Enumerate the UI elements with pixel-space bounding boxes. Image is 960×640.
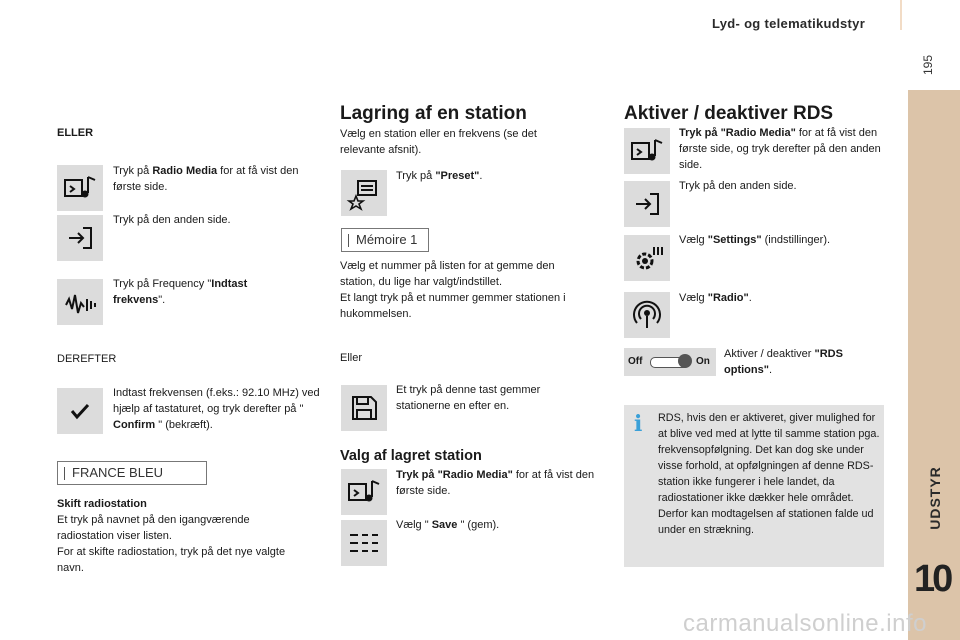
valg-subtitle: Valg af lagret station — [340, 448, 482, 464]
watermark: carmanualsonline.info — [683, 610, 927, 637]
frequency-icon — [57, 279, 103, 325]
station-name-display — [57, 461, 207, 485]
confirm-icon — [57, 388, 103, 434]
col3-step2-text: Tryk på den anden side. — [679, 180, 797, 192]
skift-line1: Et tryk på navnet på den igangværende radiostation viser listen. — [57, 514, 250, 542]
info-icon: i — [634, 411, 643, 437]
lagring-title: Lagring af en station — [340, 103, 527, 124]
radio-antenna-icon — [624, 292, 670, 338]
chapter-sidebar — [908, 90, 960, 640]
header-title: Lyd- og telematikudstyr — [712, 16, 866, 31]
page-number: 195 — [921, 54, 936, 76]
header-rule — [900, 0, 902, 30]
display-cursor — [348, 234, 349, 247]
rds-title: Aktiver / deaktiver RDS — [624, 103, 834, 124]
memory-display — [341, 228, 429, 252]
next-page-icon — [57, 215, 103, 261]
preset-icon — [341, 170, 387, 216]
section-label: UDSTYR — [927, 466, 943, 530]
rds-toggle — [624, 348, 716, 376]
chapter-number: 10 — [914, 558, 951, 600]
rds-info-text: RDS, hvis den er aktiveret, giver mulighed for at blive ved med at lytte til samme station pga. frekvensopfølgning. Det kan dog ske under visse forhold, at opfølgningen af denne RDS-station ikke fungerer i hele landet, da radiostationer ikke dækker hele området. Derfor kan modtagelsen af stationen falde ud under en strækning. — [658, 412, 880, 536]
col3-step5-text: Aktiver / deaktiver "RDS options". — [724, 348, 843, 376]
col1-step4-text: Indtast frekvensen (f.eks.: 92.10 MHz) ved hjælp af tastaturet, og tryk derefter på " Confirm " (bekræft). — [113, 387, 320, 431]
save-icon — [341, 385, 387, 431]
skift-line2: For at skifte radiostation, tryk på det nye valgte navn. — [57, 546, 286, 574]
rds-info-box — [624, 405, 884, 567]
col2-step2-text: Et tryk på denne tast gemmer stationerne en efter en. — [396, 384, 541, 412]
radio-media-icon — [57, 165, 103, 211]
station-name: FRANCE BLEU — [72, 465, 164, 480]
radio-media-icon — [624, 128, 670, 174]
toggle-off-label: Off — [628, 356, 643, 367]
col2-step4-text: Vælg " Save " (gem). — [396, 519, 500, 531]
col3-step3-text: Vælg "Settings" (indstillinger). — [679, 234, 831, 246]
lagring-intro: Vælg en station eller en frekvens (se det relevante afsnit). — [340, 128, 537, 156]
col3-step4-text: Vælg "Radio". — [679, 292, 752, 304]
eller-label: ELLER — [57, 127, 94, 139]
settings-gear-icon — [624, 235, 670, 281]
next-page-icon — [624, 181, 670, 227]
station-list-icon — [341, 520, 387, 566]
col2-para2: Et langt tryk på et nummer gemmer stationen i hukommelsen. — [340, 292, 566, 320]
memory-label: Mémoire 1 — [356, 232, 418, 247]
col2-step3-text: Tryk på "Radio Media" for at få vist den første side. — [396, 469, 595, 497]
col2-para1: Vælg et nummer på listen for at gemme den station, du lige har valgt/indstillet. — [340, 260, 555, 288]
col2-step1-text: Tryk på "Preset". — [396, 170, 483, 182]
col3-step1-text: Tryk på "Radio Media" for at få vist den første side, og tryk derefter på den anden side. — [679, 127, 881, 171]
toggle-knob — [678, 354, 692, 368]
col1-step1-text: Tryk på Radio Media for at få vist den første side. — [113, 165, 299, 193]
radio-media-icon — [341, 469, 387, 515]
skift-title: Skift radiostation — [57, 498, 147, 510]
col2-eller: Eller — [340, 352, 363, 364]
display-cursor — [64, 467, 65, 480]
toggle-on-label: On — [696, 356, 710, 367]
derefter-label: DEREFTER — [57, 353, 117, 365]
col1-step2-text: Tryk på den anden side. — [113, 214, 231, 226]
col1-step3-text: Tryk på Frequency "Indtast frekvens". — [113, 278, 248, 306]
